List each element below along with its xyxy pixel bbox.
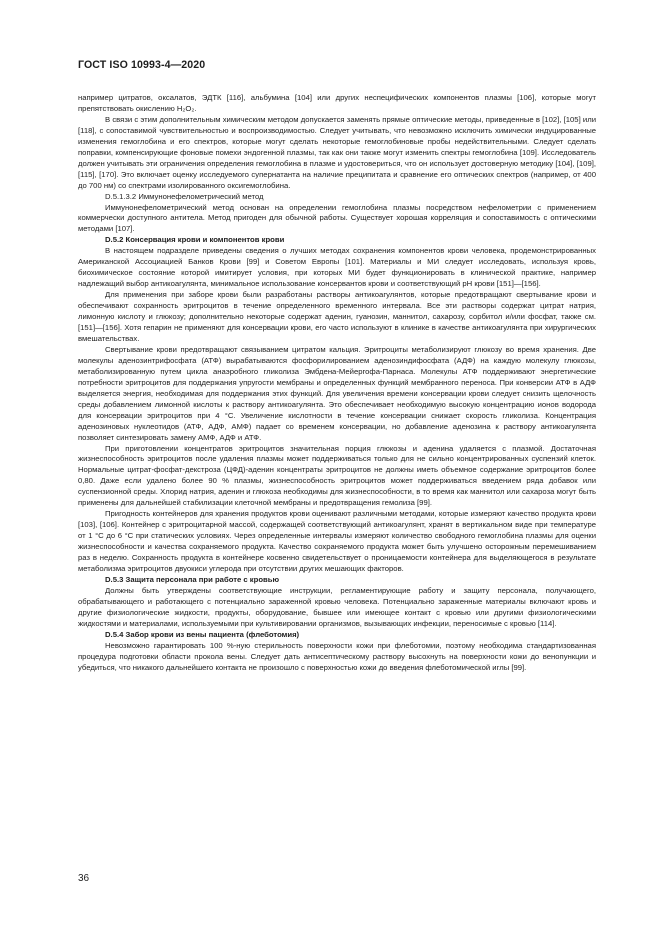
paragraph: Должны быть утверждены соответствующие инструкции, регламентирующие работу и защиту персонала, получающего, обрабатывающего и работающего с потенциально зараженной кровью человека. Потенциально зараженные материалы включают кровь и другие физиологические жидкости, продукты, оборудование, бывшее или имеющее контакт с кровью или другими физиологическими жидкостями и материалами, используемыми при культивировании организмов, вызывающих инфекции, переносимые с кровью [114]. [78,585,596,628]
paragraph: Для применения при заборе крови были разработаны растворы антикоагулянтов, которые предотвращают свертывание крови и обеспечивают сохранность эритроцитов в течение определенного временного интервала. Все эти растворы содержат цитрат натрия, лимонную кислоту и глюкозу; дополнительно некоторые содержат аденин, гуанозин, маннитол, сахарозу, сорбитол и/или фосфат, также см. [151]—[156]. Хотя гепарин не применяют для консервации крови, его часто используют в клинике в качестве антикоагулянта при хирургических вмешательствах. [78,290,596,343]
paragraph: Свертывание крови предотвращают связыванием цитратом кальция. Эритроциты метаболизируют глюкозу во время хранения. Две молекулы аденозинтрифосфата (АТФ) вырабатываются фосфорилированием аденозиндифосфата (АДФ) на каждую молекулу глюкозы, метаболизированную путем цикла анаэробного гликолиза Эмбдена-Мейергофа-Парнаса. Молекулы АТФ поддерживают энергетические потребности эритроцитов для поддержания упругости мембраны и определенных функций мембранного переноса. При конверсии АТФ в АДФ выделяется энергия, необходимая для поддержания этих функций. Для увеличения времени консервации крови следует снизить щелочность среды добавлением лимонной кислоты к раствору антикоагулянта. Это обеспечивает необходимую высокую концентрацию ионов водорода для консервации эритроцитов при 4 °С. Увеличение кислотности в течение консервации снижает скорость гликолиза. Концентрация аденозиновых нуклеотидов (АТФ, АДФ, АМФ) падает со временем консервации, но добавление аденозина к раствору антикоагулянта позволяет синтезировать замену АМФ, АДФ и АТФ. [78,344,596,442]
paragraph: например цитратов, оксалатов, ЭДТК [116], альбумина [104] или других неспецифических компонентов плазмы [106], которые могут препятствовать окислению H₂O₂. [78,93,596,113]
paragraph: В настоящем подразделе приведены сведения о лучших методах сохранения компонентов крови человека, продемонстрированных Американской Ассоциацией Банков Крови [99] и Советом Европы [101]. Материалы и МИ следует исследовать, используя кровь, биохимическое состояние которой имитирует условия, при которых МИ будет функционировать в клинической практике, например надлежащий выбор антикоагулянта, минимальное использование консервантов крови и соответствующий pH крови [151]—[156]. [78,246,596,289]
section-heading: D.5.3 Защита персонала при работе с кровью [105,574,280,584]
page-number: 36 [78,873,90,884]
section-heading: D.5.2 Консервация крови и компонентов крови [105,235,285,245]
paragraph: В связи с этим дополнительным химическим методом допускается заменять прямые оптические методы, приведенные в [102], [105] или [118], с сопоставимой чувствительностью и воспроизводимостью. Следует учитывать, что невозможно исключить химически индуцированные изменения гемоглобина и его спектров, которые могут сделать некоторые гемоглобиновые пробы недействительными. Следует сделать поправки, компенсирующие фоновые помехи эндогенной плазмы, так как они также могут изменить спектры гемоглобина [109]. Исследователь должен учитывать эти ограничения определения гемоглобина в плазме и удостовериться, что он использует достоверную методику [104], [109], [115], [170]. Это включает оценку исследуемого супернатанта на наличие преципитата и сравнение его оптических спектров (например, от 400 до 700 нм) со спектрами изолированного оксигемоглобина. [78,114,596,190]
section-heading: D.5.4 Забор крови из вены пациента (флеботомия) [105,629,300,639]
paragraph: При приготовлении концентратов эритроцитов значительная порция глюкозы и аденина удаляется с плазмой. Достаточная жизнеспособность эритроцитов после удаления плазмы может поддерживаться только для не сильно концентрированных суспензий клеток. Нормальные цитрат-фосфат-декстроза (ЦФД)-аденин концентраты эритроцитов не должны иметь объемное содержание эритроцитов более 0,80. Даже если удалено более 90 % плазмы, жизнеспособность эритроцитов может поддерживаться введением ряда добавок или суспензионной среды. Хлорид натрия, аденин и глюкоза необходимы для жизнеспособности, в то время как маннитол или сахароза могут быть применены для дальнейшей стабилизации клеточной мембраны и предотвращения гемолиза [99]. [78,443,596,508]
paragraph: D.5.1.3.2 Иммунонефелометрический метод [105,191,264,201]
document-header: ГОСТ ISO 10993-4—2020 [78,59,206,71]
document-body [78,93,596,674]
paragraph: Иммунонефелометрический метод основан на определении гемоглобина плазмы посредством нефелометрии с применением коммерчески доступного антитела. Метод пригоден для обычной работы. Существует хорошая корреляция и сопоставимость с оптическими методами [107]. [78,202,596,234]
paragraph: Пригодность контейнеров для хранения продуктов крови оценивают различными методами, которые измеряют качество продукта крови [103], [106]. Контейнер с эритроцитарной массой, содержащей соответствующий антикоагулянт, хранят в вертикальном виде при температуре от 1 °С до 6 °С при статических условиях. Через определенные интервалы измеряют количество свободного гемоглобина плазмы для оценки жизнеспособности и качества сохраняемого продукта. Качество сохраняемого продукта может быть улучшено осторожным перемешиванием раз в неделю. Сохранность продукта в контейнере косвенно свидетельствует о проницаемости контейнера для выделяющегося в результате метаболизма эритроцитов двуокиси углерода при отсутствии других мешающих факторов. [78,509,596,573]
paragraph: Невозможно гарантировать 100 %-ную стерильность поверхности кожи при флеботомии, поэтому необходима стандартизованная процедура подготовки области прокола вены. Следует дать антисептическому раствору высохнуть на поверхности кожи до венопункции и убедиться, что никакого дальнейшего контакта не произошло с поверхностью кожи до введения флеботомической иглы [99]. [78,640,596,672]
